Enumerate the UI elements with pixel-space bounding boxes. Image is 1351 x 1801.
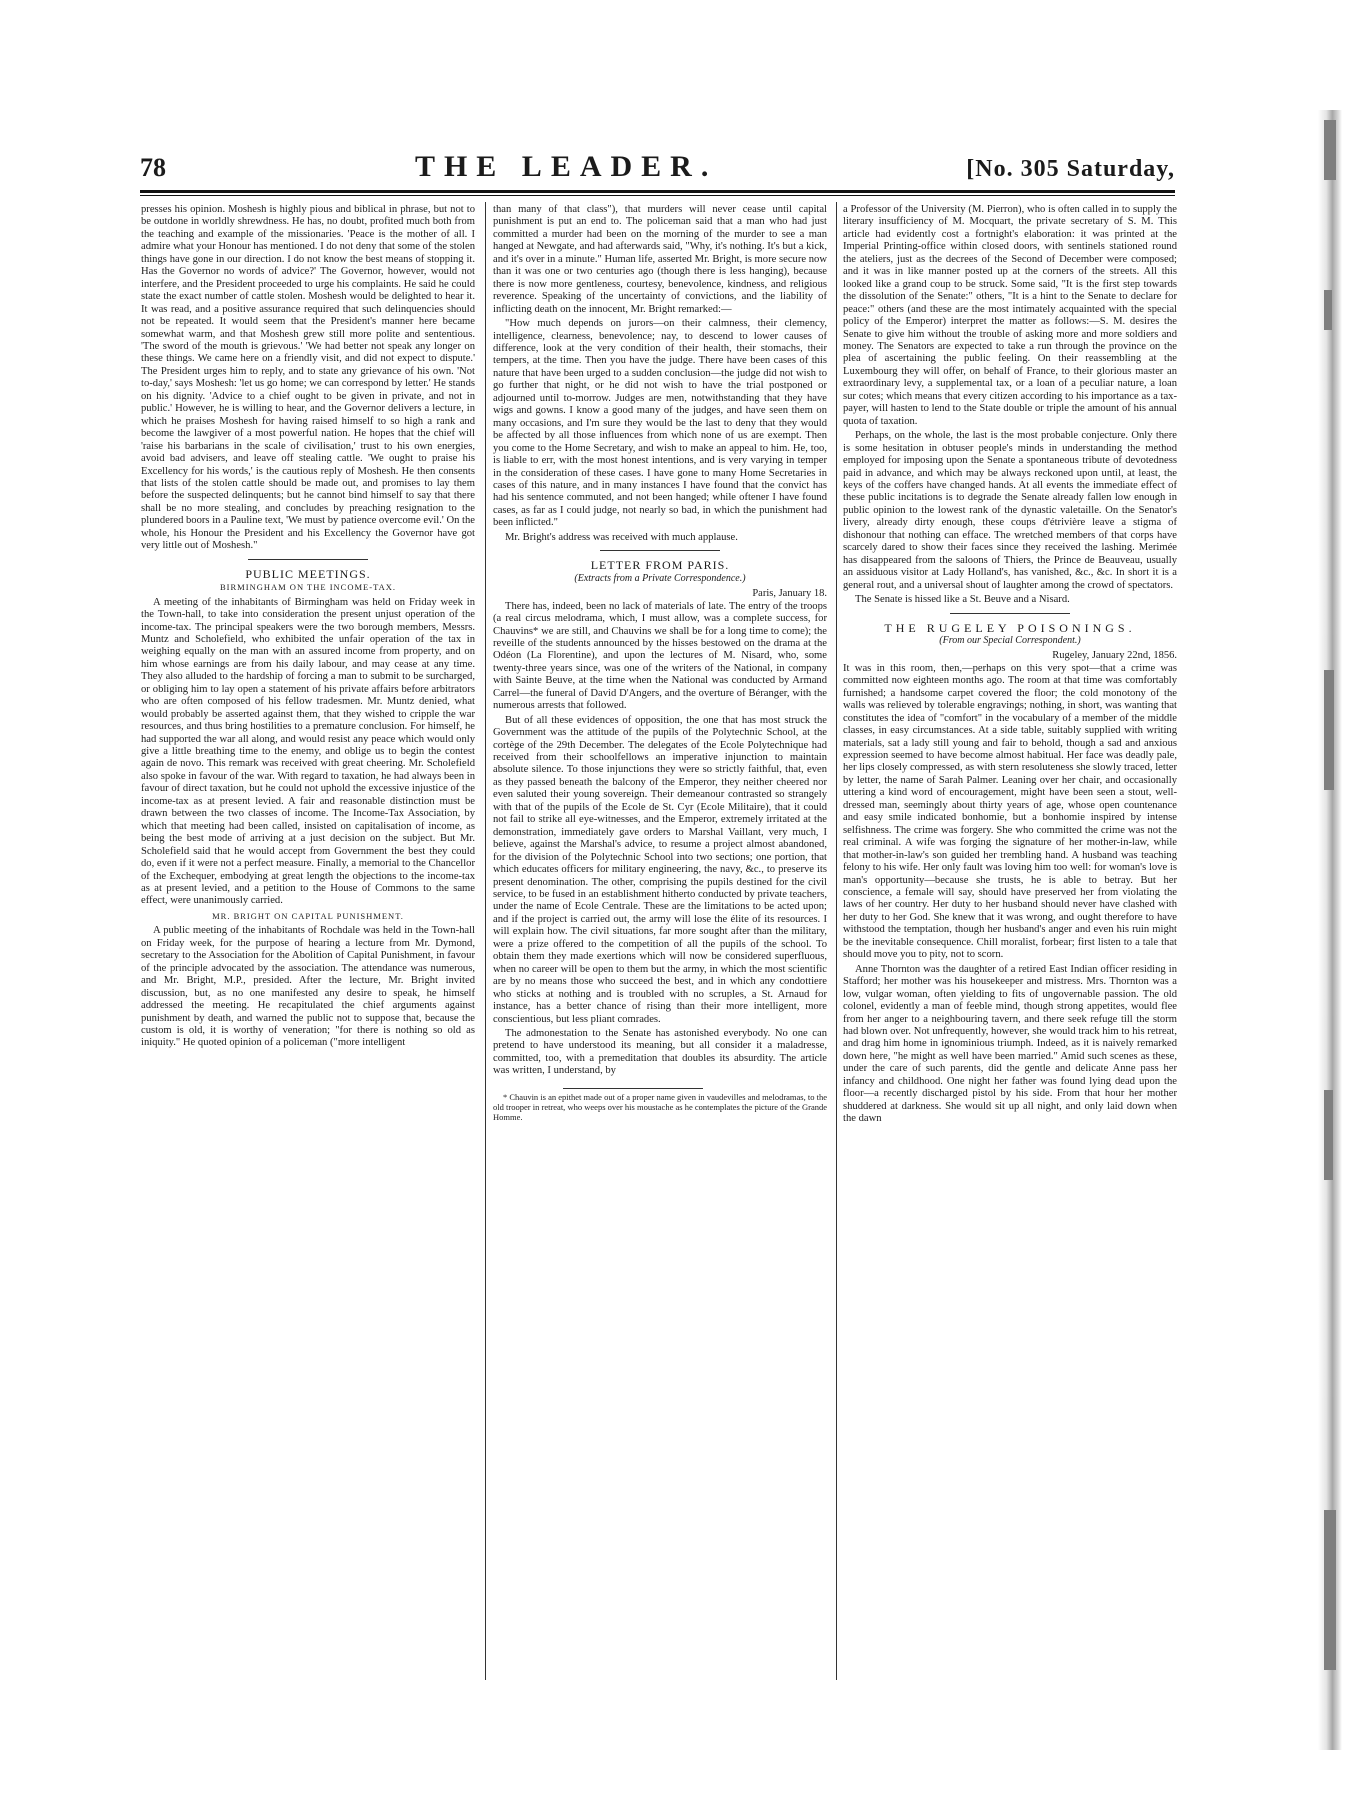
section-heading: PUBLIC MEETINGS. xyxy=(245,566,371,581)
column-divider xyxy=(836,202,837,1680)
footnote: * Chauvin is an epithet made out of a proper name given in vaudevilles and melodramas, to the old trooper in retreat, who weeps over his moustache as he contemplates the picture of the Grande Homme. xyxy=(493,1091,827,1122)
polytechnic-paragraph: But of all these evidences of opposition, the one that has most struck the Government was the attitude of the pupils of the Polytechnic School, at the cortège of the 29th December. The delegates of the Ecole Polytechnique had received from their schoolfellows an imperative injunction to maintain absolute silence. To those injunctions they were so strictly faithful, that, even as they passed beneath the balcony of the Emperor, they neither cheered nor even saluted their young sovereign. Their demeanour contrasted so strangely with that of the pupils of the Ecole de St. Cyr (Ecole Militaire), that it could not fail to strike all eye-witnesses, and the Emperor, extremely irritated at the demonstration, immediately gave orders to Marshal Vaillant, very much, I believe, against the Marshal's advice, to resume a project almost abandoned, for the division of the Polytechnic School into two sections; one portion, that which educates officers for military engineering, the navy, &c., to preserve its present denomination. The other, comprising the pupils destined for the civil service, to be fused in an establishment hitherto conducted by private teachers, under the name of Ecole Centrale. These are the limitations to be acted upon; and if the project is carried out, the army will lose the élite of its resources. I will explain how. The civil situations, far more sought after than the military, were a prize offered to the competition of all the pupils of the school. To obtain them they made exertions which will now be considered superfluous, when no career will be open to them but the army, in which the most scientific are by no means those who succeed the best, and in which any condottiere who sticks at nothing and is troubled with no scruples, a St. Arnaud for instance, has a better chance of rising than their more intelligent, more conscientious, but less pliant comrades. xyxy=(493,714,827,1025)
masthead-rule xyxy=(140,190,1175,193)
section-heading: THE RUGELEY POISONINGS. xyxy=(884,620,1136,635)
column-divider xyxy=(485,202,486,1680)
moshesh-paragraph: presses his opinion. Moshesh is highly pious and biblical in phrase, but not to be outdone in worldly shrewdness. He has, no doubt, profited much both from the teaching and example of the missionaries. 'Peace is the mother of all. I admire what your Honour has mentioned. I do not deny that some of the stolen things have gone in our direction. I do not know the best means of stopping it. Has the Governor no words of advice?' The Governor, however, would not interfere, and the President proceeded to urge his complaints. He said he could state the exact number of cattle stolen. Moshesh would be delighted to hear it. It was read, and a positive assurance required that such delinquencies should not be repeated. It would seem that the President's manner here became somewhat warm, and that Moshesh grew still more polite and sententious. 'The sword of the mouth is grievous.' 'We had better not speak any longer on these things. We came here on a friendly visit, and did not expect to dispute.' The President urges him to reply, and to state any grievance of his own. 'Not to-day,' says Moshesh: 'let us go home; we can correspond by letter.' He stands on his dignity. 'Advice to a chief ought to be given in private, and not in public.' However, he is willing to hear, and the Governor delivers a lecture, in which he praises Moshesh for having raised himself to so high a rank and become the lawgiver of a most powerful nation. He hopes that the chief will 'raise his barbarians in the scale of civilisation,' trust to his own energies, avoid bad advisers, and leave off stealing cattle. 'We ought to praise his Excellency for his words,' is the cautious reply of Moshesh. He then consents that lists of the stolen cattle should be made out, and promises to lay them before the suspected delinquents; but he cannot bind himself to say that there shall be no more stealing, and concludes by preaching resignation to the plundered boors in a Pauline text, 'We must by patience overcome evil.' On the whole, his Honour the President and his Excellency the Governor have got very little out of Moshesh." xyxy=(141,204,475,552)
column-3 xyxy=(843,204,1177,1679)
policeman-paragraph: than many of that class"), that murders will never cease until capital punishment is put an end to. The policeman said that a man who had just committed a murder had been on the morning of the murder to see a man hanged at Newgate, and had afterwards said, "Why, it's nothing. It's but a kick, and it's over in a minute." Human life, asserted Mr. Bright, is more secure now than it was one or two centuries ago (though there is less hanging), because there is now more gentleness, courtesy, benevolence, kindness, and religious reverence. Speaking of the uncertainty of convictions, and the liability of inflicting death on the innocent, Mr. Bright remarked:— xyxy=(493,204,827,315)
section-rule xyxy=(950,613,1070,614)
scan-edge-shadow xyxy=(1318,110,1342,1750)
senate-paragraph: a Professor of the University (M. Pierron), who is often called in to supply the literary insufficiency of M. Mocquart, the private secretary of S. M. This article had evidently cost a fortnight's elaboration: it was printed at the Imperial Printing-office within closed doors, with sentinels stationed round the ateliers, just as the decrees of the Second of December were composed; and it was in like manner posted up at the corners of the streets. All this looked like a grand coup to be struck. Some said, "It is the first step towards the dissolution of the Senate:" others, "It is a hint to the Senate to declare for peace:" others (and these are the most intimately acquainted with the special policy of the Emperor) interpret the matter as follows:—S. M. desires the Senate to give him without the trouble of asking more and more soldiers and money. The Senators are expected to take a run through the province on the plea of ascertaining the public feeling. On their reassembling at the Luxembourg they will offer, on behalf of France, to their glorious master an extraordinary levy, a supplemental tax, or a loan of a peculiar nature, a loan sur cotes; which means that every citizen according to his importance as a tax-payer, will hasten to lend to the State double or triple the amount of his annual quota of taxation. xyxy=(843,204,1177,427)
admonestation-paragraph: The admonestation to the Senate has astonished everybody. No one can pretend to have understood its meaning, but all consider it a maladresse, committed, too, with a premeditation that doubles its absurdity. The article was written, I understand, by xyxy=(493,1028,827,1077)
column-2 xyxy=(493,204,827,1679)
paris-paragraph: There has, indeed, been no lack of materials of late. The entry of the troops (a real circus melodrama, which, I must allow, was a complete success, for Chauvins* we are still, and Chauvins we shall be for a long time to come); the reveille of the students announced by the hisses bestowed on the drama at the Odéon (La Florentine), and upon the lectures of M. Nisard, who, some twenty-three years since, was one of the writers of the National, in company with Sainte Beuve, at the time when the National was conducted by Armand Carrel—the funeral of David D'Angers, and the overture of Béranger, with the numerous arrests that followed. xyxy=(493,600,827,712)
section-rule xyxy=(600,550,720,551)
rugeley-paragraph: It was in this room, then,—perhaps on this very spot—that a crime was committed now eighteen months ago. The room at that time was comfortably furnished; a handsome carpet covered the floor; the cold monotony of the walls was relieved by tolerable engravings; nothing, in short, was wanting that constitutes the idea of "comfort" in the vocabulary of a member of the middle classes, in easy circumstances. At a side table, suitably supplied with writing materials, sat a lady still young and fair to behold, though a sad and anxious expression seemed to have become almost habitual. Her face was deadly pale, her lips closely compressed, as with stern resoluteness she slowly traced, letter by letter, the name of Sarah Palmer. Leaning over her chair, and occasionally uttering a kind word of encouragement, might have been seen a stout, well-dressed man, seemingly about thirty years of age, whose open countenance and easy smile indicated bonhomie, but a bonhomie inspired by intense selfishness. The crime was forgery. She who committed the crime was not the real criminal. A wife was forging the signature of her mother-in-law, while that mother-in-law's son guided her trembling hand. A husband was teaching felony to his wife. Her only fault was loving him too well: for woman's love is man's opportunity—because she trusts, he is able to betray. But her conscience, a female will say, should have preserved her from violating the laws of her country. Her duty to her husband should never have clashed with her duty to her God. She knew that it was wrong, and ought therefore to have withstood the temptation, though her husband's anger and even his ruin might be the inevitable consequence. Chill moralist, forbear; first listen to a tale that should move you to pity, not to scorn. xyxy=(843,662,1177,961)
conjecture-paragraph: Perhaps, on the whole, the last is the most probable conjecture. Only there is some hesitation in obtuser people's minds in understanding the method employed for imposing upon the Senate a spontaneous tribute of devotedness paid in advance, and which may be always reckoned upon until, at least, the keys of the coffers have changed hands. At all events the immediate effect of these public incitations is to degrade the Senate already fallen low enough in public opinion to the lowest rank of the dynastic valetaille. On the Senator's livery, already dirty enough, these coups d'étrivière leave a stigma of dishonour that nothing can efface. The wretched members of that corps have scarcely dared to show their faces since they received the lashing. Merimée has disappeared from the saloons of Thiers, the Prince de Beauveau, usually an assiduous visitor at Lady Holland's, has vanished, &c., &c. In short it is a general rout, and a universal shout of laughter among the crowd of spectators. xyxy=(843,430,1177,591)
hissed-paragraph: The Senate is hissed like a St. Beuve and a Nisard. xyxy=(855,594,1070,606)
masthead-rule-thin xyxy=(140,195,1175,196)
section-subheading: BIRMINGHAM ON THE INCOME-TAX. xyxy=(220,582,396,593)
section-subheading: (From our Special Correspondent.) xyxy=(939,634,1081,646)
issue-line: [No. 305 Saturday, xyxy=(966,156,1175,182)
section-heading: LETTER FROM PARIS. xyxy=(590,558,730,573)
applause-paragraph: Mr. Bright's address was received with much applause. xyxy=(505,531,738,543)
masthead xyxy=(140,150,1175,184)
dateline: Paris, January 18. xyxy=(752,588,827,600)
thornton-paragraph: Anne Thornton was the daughter of a retired East Indian officer residing in Stafford; her mother was his housekeeper and mistress. Mrs. Thornton was a low, vulgar woman, often yielding to fits of ungovernable passion. The old colonel, evidently a man of feeble mind, though strong appetites, would flee from her anger to a neighbouring tavern, and there seek refuge till the storm had blown over. Not unfrequently, however, she would track him to his retreat, and drag him home in ignominious triumph. Indeed, as it is naively remarked down here, "he might as well have been married." Amid such scenes as these, under the care of such parents, did the gentle and delicate Anne pass her infancy and childhood. One night her father was found lying dead upon the floor—a recently discharged pistol by his side. From that hour her mother shuddered at darkness. She would sit up all night, and only laid down when the dawn xyxy=(843,963,1177,1125)
bright-quote-paragraph: "How much depends on jurors—on their calmness, their clemency, intelligence, clearness, benevolence; nay, to descend to lower causes of difference, look at the very condition of their health, their stomachs, their tempers, at the time. Then you have the judge. There have been cases of this nature that have been urged to a sudden conclusion—the judge did not wish to go further that night, or he did not wish to have the trial postponed or adjourned until to-morrow. Judges are men, notwithstanding that they have wigs and gowns. I know a good many of the judges, and have seen them on many occasions, and I'm sure they would be the last to deny that they would be affected by all those influences from which none of us are exempt. Then you come to the Home Secretary, and wish to make an appeal to him. He, too, is liable to err, with the most honest intentions, and is very varying in temper in the consideration of these cases. I have gone to many Home Secretaries in cases of this nature, and in many instances I have found that the convict has had his sentence commuted, and not been hanged; while oftener I have found cases, as far as I could judge, not nearly so bad, in which the punishment had been inflicted." xyxy=(493,318,827,529)
section-subheading: (Extracts from a Private Correspondence.) xyxy=(574,572,746,584)
footnote-rule xyxy=(563,1088,703,1089)
dateline: Rugeley, January 22nd, 1856. xyxy=(1052,650,1177,662)
birmingham-paragraph: A meeting of the inhabitants of Birmingham was held on Friday week in the Town-hall, to take into consideration the present unjust operation of the income-tax. The principal speakers were the two borough members, Messrs. Muntz and Scholefield, who exhibited the unfair operation of the tax in weighing equally on the man with an assured income from property, and on him whose earnings are from his daily labour, and may cease at any time. They also alluded to the hardship of forcing a man to submit to be surcharged, or obliging him to lay open a statement of his private affairs before arbitrators who are often composed of his fellow tradesmen. Mr. Muntz denied, what would probably be asserted against them, that they wished to cripple the war resources, and thus bring hostilities to a premature conclusion. For himself, he had supported the war all along, and would resist any peace which would only give a little breathing time to the enemy, and oblige us to begin the contest again de novo. This remark was received with great cheering. Mr. Scholefield also spoke in favour of the war. With regard to taxation, he had always been in favour of direct taxation, but he could not uphold the excessive injustice of the income-tax as at present levied. A fair and reasonable distinction must be drawn between the two classes of income. The Income-Tax Association, by which that meeting had been called, insisted on capitalisation of income, as being the best mode of arriving at a just decision on the subject. But Mr. Scholefield said that he would accept from Government the best they could do, even if it were not a perfect measure. Finally, a memorial to the Chancellor of the Exchequer, embodying at great length the objections to the income-tax as at present levied, and a petition to the House of Commons to the same effect, were unanimously carried. xyxy=(141,596,475,907)
newspaper-title: THE LEADER. xyxy=(414,150,718,183)
section-subheading: MR. BRIGHT ON CAPITAL PUNISHMENT. xyxy=(212,910,404,921)
bright-paragraph: A public meeting of the inhabitants of Rochdale was held in the Town-hall on Friday week, for the purpose of hearing a lecture from Mr. Dymond, secretary to the Association for the Abolition of Capital Punishment, in favour of the principle advocated by the association. The attendance was numerous, and Mr. Bright, M.P., presided. After the lecture, Mr. Bright invited discussion, but, as no one manifested any desire to speak, he himself addressed the meeting. He recapitulated the chief arguments against punishment by death, and warned the public not to suppose that, because the custom is old, it is worthy of veneration; "for there is nothing so old as iniquity." He quoted opinion of a policeman ("more intelligent xyxy=(141,925,475,1049)
column-1 xyxy=(141,204,475,1679)
page-number: 78 xyxy=(140,153,166,182)
section-rule xyxy=(248,559,368,560)
